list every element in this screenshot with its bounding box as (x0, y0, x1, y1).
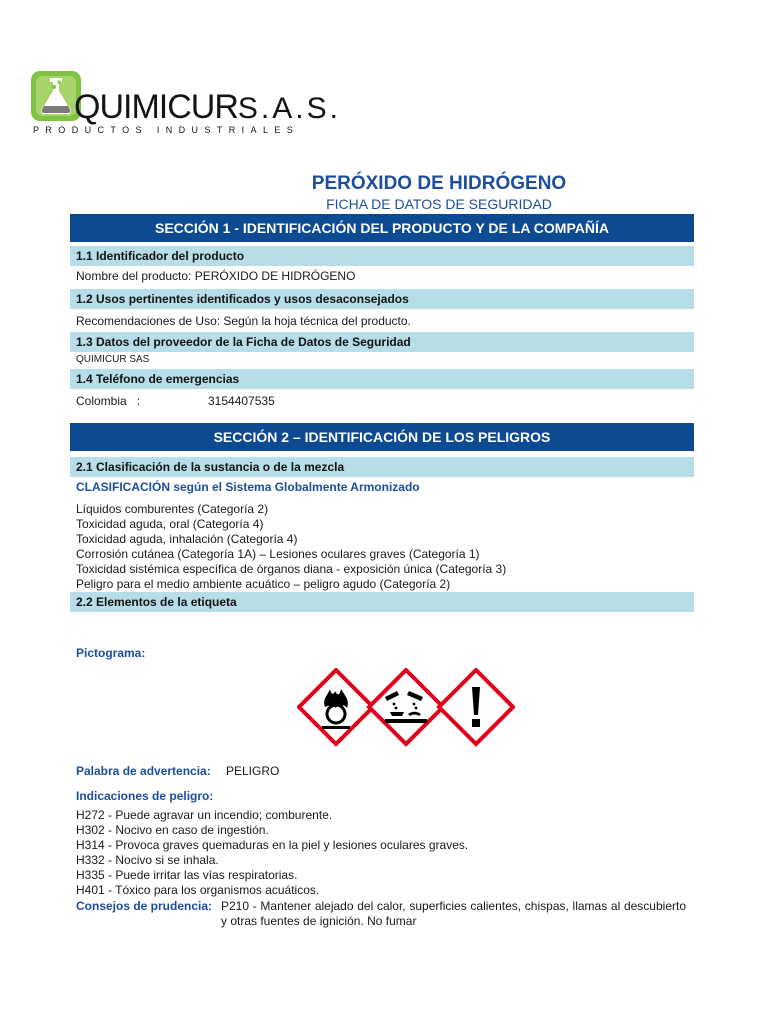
section-1-1-title: 1.1 Identificador del producto (70, 246, 694, 266)
hazard-statements-list (76, 808, 468, 898)
ghs-classification-label: CLASIFICACIÓN según el Sistema Globalmente Armonizado (76, 480, 420, 494)
list-item: H272 - Puede agravar un incendio; comburente. (76, 808, 333, 822)
list-item: H302 - Nocivo en caso de ingestión. (76, 823, 269, 837)
pictogram-label: Pictograma: (76, 646, 146, 660)
list-item: Toxicidad sistémica específica de órganos diana - exposición única (Categoría 3) (76, 562, 507, 576)
list-item: Peligro para el medio ambiente acuático – peligro agudo (Categoría 2) (76, 577, 451, 591)
signal-word-label: Palabra de advertencia: (76, 764, 211, 778)
section-2-1-title: 2.1 Clasificación de la sustancia o de la mezcla (70, 457, 694, 477)
supplier-text: QUIMICUR SAS (76, 354, 150, 365)
corrosion-icon (369, 670, 443, 744)
section-1-2-title: 1.2 Usos pertinentes identificados y usos desaconsejados (70, 289, 694, 309)
list-item: H332 - Nocivo si se inhala. (76, 853, 219, 867)
precautionary-statement: P210 - Mantener alejado del calor, superficies calientes, chispas, llamas al descubierto y otras fuentes de ignición. No fumar (221, 899, 686, 928)
exclamation-mark-icon (439, 670, 513, 744)
list-item: Corrosión cutánea (Categoría 1A) – Lesiones oculares graves (Categoría 1) (76, 547, 480, 561)
document-subtitle: FICHA DE DATOS DE SEGURIDAD (326, 196, 552, 212)
list-item: H401 - Tóxico para los organismos acuáticos. (76, 883, 320, 897)
signal-word: PELIGRO (226, 764, 280, 778)
emergency-country: Colombia : (76, 394, 141, 408)
emergency-phone: 3154407535 (208, 394, 275, 408)
hazard-statements-label: Indicaciones de peligro: (76, 789, 214, 803)
precautionary-label: Consejos de prudencia: (76, 899, 213, 913)
section-1-4-title: 1.4 Teléfono de emergencias (70, 369, 694, 389)
list-item: H314 - Provoca graves quemaduras en la piel y lesiones oculares graves. (76, 838, 469, 852)
list-item: Líquidos comburentes (Categoría 2) (76, 502, 269, 516)
logo-tagline: PRODUCTOS INDUSTRIALES (33, 125, 300, 135)
logo-wordmark: QUIMICURS.A.S. (74, 88, 341, 126)
product-name-text: Nombre del producto: PERÓXIDO DE HIDRÓGENO (76, 269, 356, 283)
uses-text: Recomendaciones de Uso: Según la hoja técnica del producto. (76, 314, 411, 328)
company-logo (20, 58, 341, 158)
classification-list (76, 502, 506, 592)
flame-over-circle-icon (299, 670, 373, 744)
section-2-header: SECCIÓN 2 – IDENTIFICACIÓN DE LOS PELIGROS (70, 423, 694, 451)
section-1-header: SECCIÓN 1 - IDENTIFICACIÓN DEL PRODUCTO Y DE LA COMPAÑÍA (70, 214, 694, 242)
section-2-2-title: 2.2 Elementos de la etiqueta (70, 592, 694, 612)
list-item: Toxicidad aguda, inhalación (Categoría 4) (76, 532, 298, 546)
section-1-3-title: 1.3 Datos del proveedor de la Ficha de Datos de Seguridad (70, 332, 694, 352)
list-item: H335 - Puede irritar las vías respiratorias. (76, 868, 298, 882)
ghs-pictograms (297, 668, 515, 748)
document-title: PERÓXIDO DE HIDRÓGENO (311, 173, 567, 194)
list-item: Toxicidad aguda, oral (Categoría 4) (76, 517, 264, 531)
